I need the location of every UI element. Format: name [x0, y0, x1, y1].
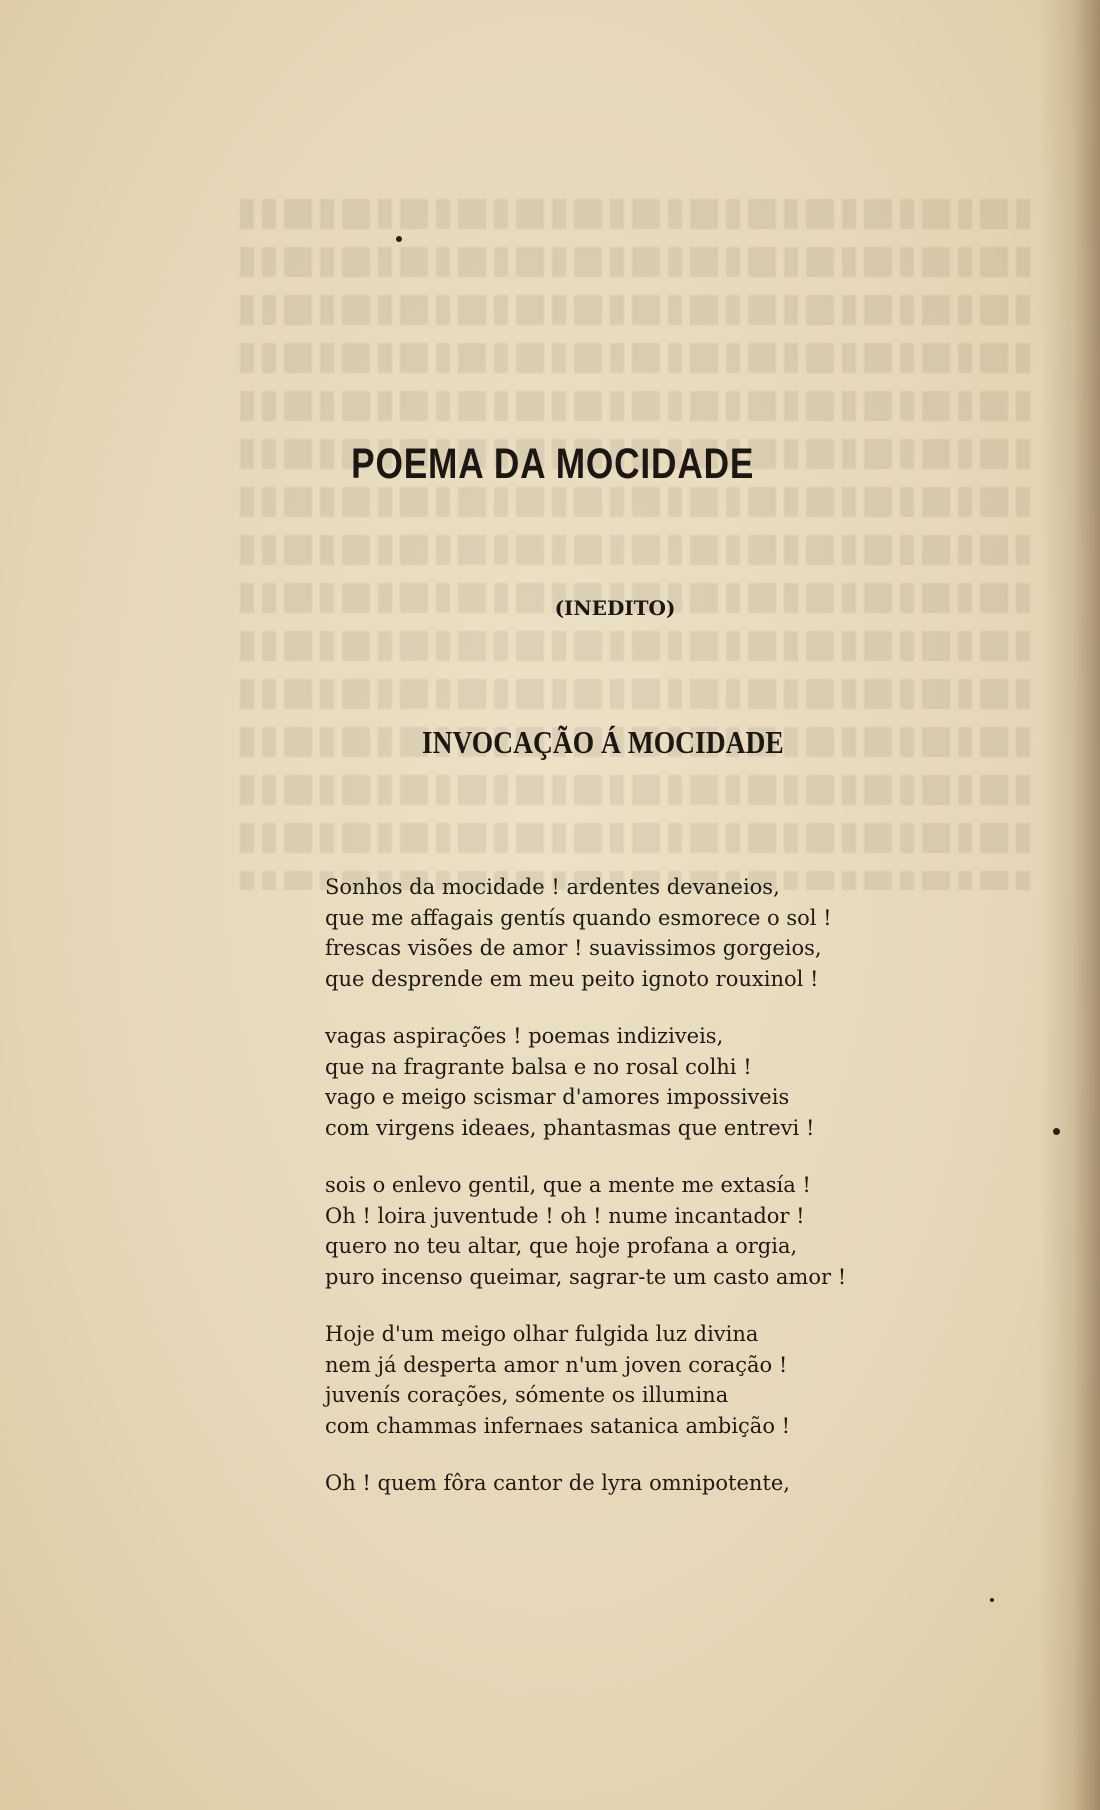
stanza	[325, 1170, 925, 1292]
poem-line: vago e meigo scismar d'amores impossiveis	[325, 1085, 790, 1109]
ink-speck	[396, 236, 402, 242]
poem-line: com chammas infernaes satanica ambição !	[325, 1413, 791, 1438]
show-through-text	[240, 190, 1030, 890]
stanza	[325, 872, 925, 994]
section-title: INVOCAÇÃO Á MOCIDADE	[421, 724, 784, 760]
poem-line: frescas visões de amor ! suavissimos gorgeios,	[325, 936, 822, 960]
poem-line: com virgens ideaes, phantasmas que entrevi !	[325, 1115, 815, 1140]
poem-line: puro incenso queimar, sagrar-te um casto amor !	[325, 1264, 847, 1289]
poem-line: Sonhos da mocidade ! ardentes devaneios,	[325, 875, 780, 899]
poem-line: nem já desperta amor n'um joven coração !	[325, 1352, 788, 1377]
ink-speck	[990, 1598, 994, 1602]
poem-title: POEMA DA MOCIDADE	[351, 440, 755, 488]
poem-body	[325, 872, 925, 1526]
poem-line: que na fragrante balsa e no rosal colhi !	[325, 1054, 752, 1079]
page-edge-shadow	[1040, 0, 1100, 1810]
stanza	[325, 1468, 925, 1499]
poem-line: que desprende em meu peito ignoto rouxinol !	[325, 966, 819, 991]
stanza	[325, 1021, 925, 1143]
poem-line: Oh ! loira juventude ! oh ! nume incantador !	[325, 1203, 805, 1228]
poem-line: quero no teu altar, que hoje profana a orgia,	[325, 1234, 798, 1258]
poem-line: Oh ! quem fôra cantor de lyra omnipotente,	[325, 1471, 790, 1495]
poem-line: que me affagais gentís quando esmorece o sol !	[325, 905, 832, 930]
poem-line: juvenís corações, sómente os illumina	[325, 1383, 729, 1407]
poem-subtitle: (INEDITO)	[554, 596, 676, 620]
ink-speck	[1053, 1128, 1060, 1135]
poem-line: Hoje d'um meigo olhar fulgida luz divina	[325, 1322, 759, 1346]
poem-line: vagas aspirações ! poemas indiziveis,	[325, 1024, 724, 1048]
poem-line: sois o enlevo gentil, que a mente me extasía !	[325, 1173, 811, 1197]
stanza	[325, 1319, 925, 1441]
